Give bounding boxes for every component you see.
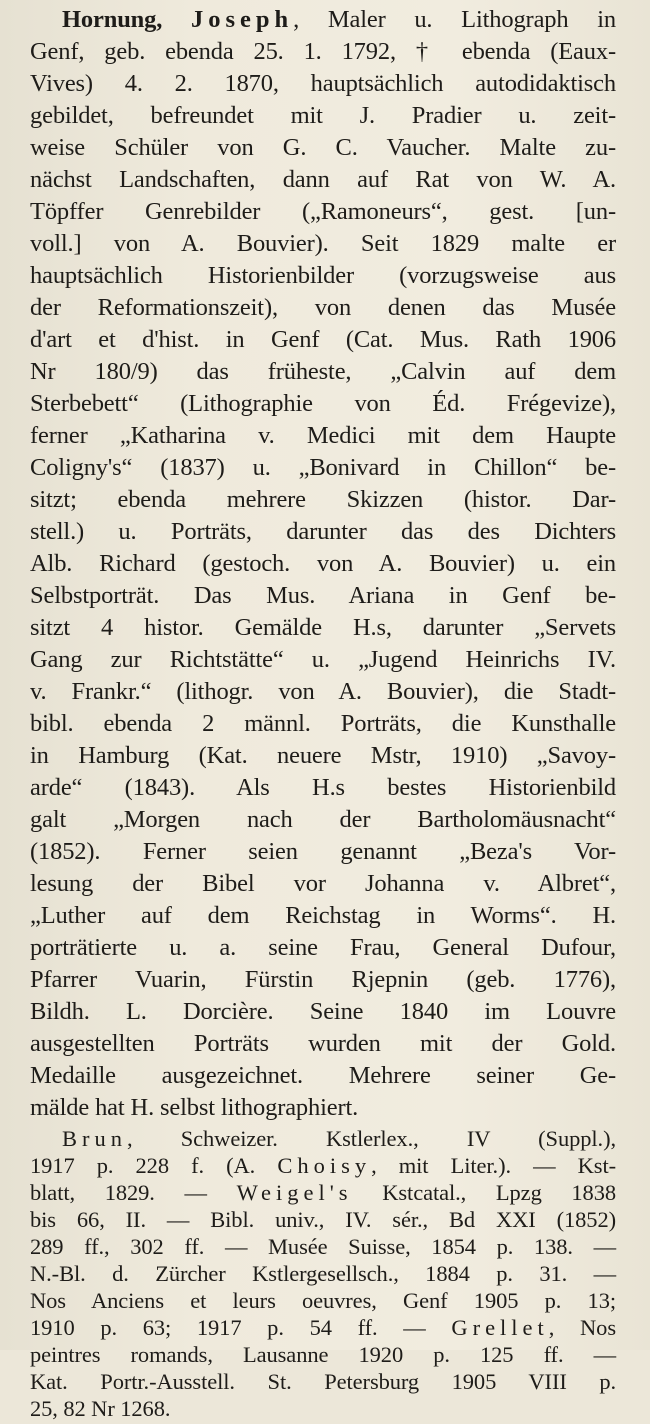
reference-line: peintres romands, Lausanne 1920 p. 125 ff. — [30,1342,616,1367]
entry-line: weise Schüler von G. C. Vaucher. Malte zu- [30,134,616,161]
entry-line: Sterbebett“ (Lithographie von Éd. Frégevize), [30,390,616,417]
entry-line: in Hamburg (Kat. neuere Mstr, 1910) „Savoy- [30,742,616,769]
reference-text: , Nos [548,1315,616,1340]
reference-line [30,1155,616,1181]
reference-line [30,1317,616,1343]
reference-line: 289 ff., 302 ff. — Musée Suisse, 1854 p. 138. — [30,1234,616,1259]
entry-line: sitzt; ebenda mehrere Skizzen (histor. Dar- [30,486,616,513]
reference-author: Brun [62,1126,127,1151]
entry-line: Töpffer Genrebilder („Ramoneurs“, gest. [un- [30,198,616,225]
reference-line: Nos Anciens et leurs oeuvres, Genf 1905 p. 13; [30,1288,616,1313]
reference-line: 25, 82 Nr 1268. [30,1396,171,1421]
entry-line: Nr 180/9) das früheste, „Calvin auf dem [30,358,616,385]
reference-author: Weigel's [236,1180,353,1205]
entry-line: der Reformationszeit), von denen das Musée [30,294,616,321]
entry-line: Bildh. L. Dorcière. Seine 1840 im Louvre [30,998,616,1025]
entry-line: galt „Morgen nach der Bartholomäusnacht“ [30,806,616,833]
entry-line: Medaille ausgezeichnet. Mehrere seiner Ge- [30,1062,616,1089]
reference-line [30,1182,616,1208]
entry-line: Alb. Richard (gestoch. von A. Bouvier) u. ein [30,550,616,577]
entry-line: ausgestellten Porträts wurden mit der Gold. [30,1030,616,1057]
entry-line: sitzt 4 histor. Gemälde H.s, darunter „Servets [30,614,616,641]
entry-line: arde“ (1843). Als H.s bestes Historienbild [30,774,616,801]
entry-line: (1852). Ferner seien genannt „Beza's Vor- [30,838,616,865]
entry-line: voll.] von A. Bouvier). Seit 1829 malte er [30,230,616,257]
reference-text: blatt, 1829. — [30,1180,237,1205]
entry-line: bibl. ebenda 2 männl. Porträts, die Kunsthalle [30,710,616,737]
entry-headword: Hornung, [62,6,163,33]
reference-line: N.-Bl. d. Zürcher Kstlergesellsch., 1884 p. 31. — [30,1261,616,1286]
entry-line: hauptsächlich Historienbilder (vorzugsweise aus [30,262,616,289]
entry-line: ferner „Katharina v. Medici mit dem Haupte [30,422,616,449]
reference-line: Kat. Portr.-Ausstell. St. Petersburg 1905 VIII p. [30,1369,616,1394]
entry-line: mälde hat H. selbst lithographiert. [30,1094,359,1121]
entry-line: Pfarrer Vuarin, Fürstin Rjepnin (geb. 1776), [30,966,616,993]
entry-line: d'art et d'hist. in Genf (Cat. Mus. Rath 1906 [30,326,616,353]
entry-line: Vives) 4. 2. 1870, hauptsächlich autodidaktisch [30,70,616,97]
reference-author: Choisy [277,1153,372,1178]
reference-line: bis 66, II. — Bibl. univ., IV. sér., Bd XXI (1852) [30,1207,616,1232]
entry-line: „Luther auf dem Reichstag in Worms“. H. [30,902,616,929]
entry-firstname: Joseph [190,6,294,33]
entry-line-1 [62,8,616,38]
entry-line: porträtierte u. a. seine Frau, General Dufour, [30,934,616,961]
reference-text: 1917 p. 228 f. (A. [30,1153,278,1178]
entry-line-text: , Maler u. Lithograph in [293,6,616,33]
entry-line: Genf, geb. ebenda 25. 1. 1792, † ebenda (Eaux- [30,38,616,65]
entry-line: stell.) u. Porträts, darunter das des Dichters [30,518,616,545]
reference-text: Kstcatal., Lpzg 1838 [352,1180,616,1205]
reference-author: Grellet [451,1315,549,1340]
entry-line: nächst Landschaften, dann auf Rat von W. A. [30,166,616,193]
entry-line: Gang zur Richtstätte“ u. „Jugend Heinrichs IV. [30,646,616,673]
entry-line: v. Frankr.“ (lithogr. von A. Bouvier), die Stadt- [30,678,616,705]
reference-line [62,1128,616,1154]
entry-line: gebildet, befreundet mit J. Pradier u. zeit- [30,102,616,129]
reference-text: 1910 p. 63; 1917 p. 54 ff. — [30,1315,452,1340]
entry-line: Coligny's“ (1837) u. „Bonivard in Chillon“ be- [30,454,616,481]
reference-text: , Schweizer. Kstlerlex., IV (Suppl.), [127,1126,616,1151]
entry-line: Selbstporträt. Das Mus. Ariana in Genf be- [30,582,616,609]
reference-text: , mit Liter.). — Kst- [371,1153,616,1178]
entry-line: lesung der Bibel vor Johanna v. Albret“, [30,870,616,897]
